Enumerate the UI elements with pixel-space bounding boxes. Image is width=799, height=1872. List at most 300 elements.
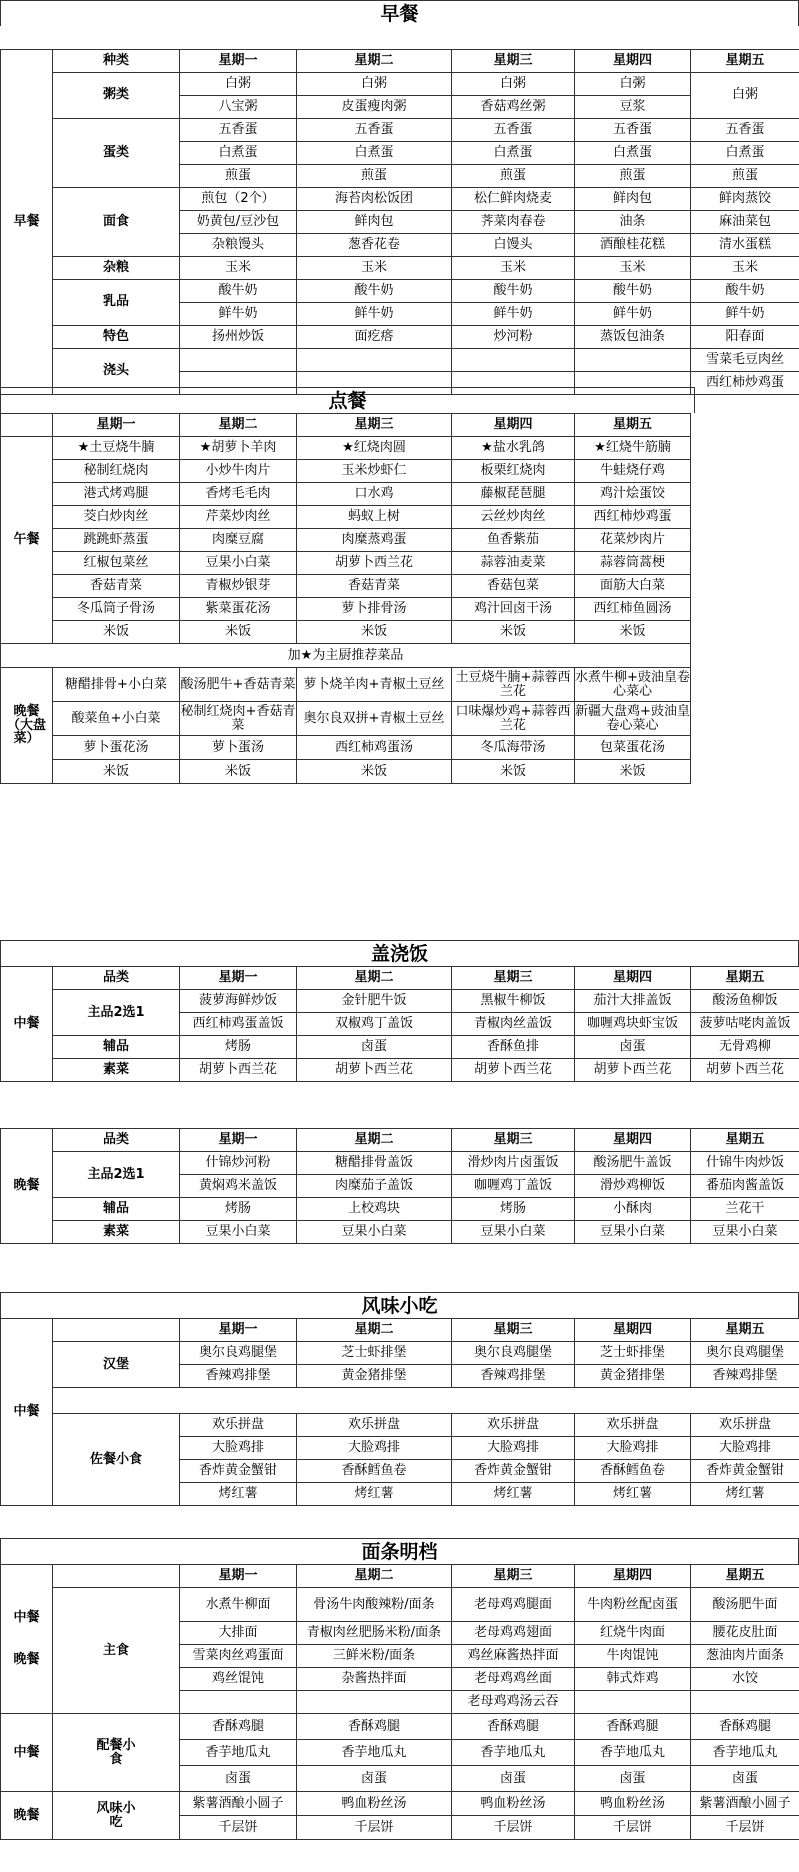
menu-cell: 烤肠 [180, 1036, 297, 1059]
menu-cell: 鲜牛奶 [452, 302, 575, 325]
table-row [1, 575, 691, 598]
menu-cell: 豆浆 [575, 95, 691, 118]
menu-cell: 菠萝咕咾肉盖饭 [691, 1013, 799, 1036]
table-row [1, 437, 691, 460]
table-row [1, 72, 799, 95]
menu-cell: 口味爆炒鸡+蒜蓉西兰花 [452, 702, 575, 736]
blank-cell [53, 1565, 180, 1588]
menu-cell: 卤蛋 [691, 1766, 799, 1792]
menu-cell: 炒河粉 [452, 325, 575, 348]
menu-cell: 牛肉粉丝配卤蛋 [575, 1588, 691, 1622]
menu-cell: 老母鸡鸡翅面 [452, 1622, 575, 1645]
menu-cell: ★土豆烧牛腩 [53, 437, 180, 460]
menu-cell: ★盐水乳鸽 [452, 437, 575, 460]
table-row [1, 460, 691, 483]
menu-cell: 鸭血粉丝汤 [575, 1792, 691, 1816]
menu-cell: 酸牛奶 [575, 279, 691, 302]
menu-cell: 千层饼 [180, 1816, 297, 1840]
menu-cell: 烤红薯 [452, 1483, 575, 1506]
menu-cell: 红椒包菜丝 [53, 552, 180, 575]
category-label: 主品2选1 [53, 1152, 180, 1198]
day-header: 星期三 [452, 967, 575, 990]
menu-cell: 茄汁大排盖饭 [575, 990, 691, 1013]
menu-cell: 口水鸡 [297, 483, 452, 506]
menu-cell: 豆果小白菜 [297, 1221, 452, 1244]
menu-cell: 什锦炒河粉 [180, 1152, 297, 1175]
menu-cell: 烤红薯 [297, 1483, 452, 1506]
menu-cell: 韩式炸鸡 [575, 1668, 691, 1691]
recommend-note: 加★为主厨推荐菜品 [1, 644, 691, 668]
menu-cell: 白煮蛋 [297, 141, 452, 164]
menu-cell: 玉米 [180, 256, 297, 279]
day-header: 星期一 [180, 1319, 297, 1342]
day-header: 星期三 [452, 1129, 575, 1152]
menu-cell: 酸菜鱼+小白菜 [53, 702, 180, 736]
menu-cell: 青椒肉丝肥肠米粉/面条 [297, 1622, 452, 1645]
table-row [1, 1198, 799, 1221]
meal-label-dinner: 晚餐 [13, 1652, 40, 1667]
table-row [1, 1221, 799, 1244]
menu-cell: 大脸鸡排 [180, 1437, 297, 1460]
menu-cell: 小酥肉 [575, 1198, 691, 1221]
menu-cell: 青椒炒银芽 [180, 575, 297, 598]
menu-cell: 奥尔良鸡腿堡 [691, 1342, 799, 1365]
day-header: 星期一 [180, 49, 297, 72]
day-header: 星期二 [297, 1129, 452, 1152]
order-title: 点餐 [0, 387, 695, 413]
menu-cell: 米饭 [180, 621, 297, 644]
menu-cell: 香酥鸡腿 [180, 1714, 297, 1740]
menu-cell: 香酥鳕鱼卷 [575, 1460, 691, 1483]
menu-cell: 酸汤肥牛盖饭 [575, 1152, 691, 1175]
menu-cell: 胡萝卜西兰花 [452, 1059, 575, 1082]
menu-cell: 豆果小白菜 [691, 1221, 799, 1244]
menu-cell: 牛肉馄饨 [575, 1645, 691, 1668]
rice-title: 盖浇饭 [0, 940, 799, 966]
menu-cell: ★胡萝卜羊肉 [180, 437, 297, 460]
table-row [1, 644, 691, 668]
menu-cell: 卤蛋 [575, 1036, 691, 1059]
menu-cell: 肉糜茄子盖饭 [297, 1175, 452, 1198]
menu-table [0, 1128, 799, 1244]
menu-cell: 香炸黄金蟹钳 [180, 1460, 297, 1483]
category-label: 辅品 [53, 1198, 180, 1221]
menu-cell [180, 348, 297, 371]
table-row [1, 1152, 799, 1175]
table-row [1, 325, 799, 348]
menu-cell: 肉糜蒸鸡蛋 [297, 529, 452, 552]
table-row [1, 118, 799, 141]
menu-cell: 蒜蓉油麦菜 [452, 552, 575, 575]
menu-cell: 西红柿鸡蛋盖饭 [180, 1013, 297, 1036]
category-label: 浇头 [53, 348, 180, 394]
menu-cell: 白粥 [452, 72, 575, 95]
menu-cell: 米饭 [297, 621, 452, 644]
snack-title: 风味小吃 [0, 1292, 799, 1318]
menu-cell: 米饭 [53, 760, 180, 784]
menu-table [0, 1564, 799, 1840]
menu-cell: 肉糜豆腐 [180, 529, 297, 552]
menu-cell [691, 1691, 799, 1714]
menu-cell: 米饭 [452, 760, 575, 784]
menu-cell: 紫薯酒酿小圆子 [691, 1792, 799, 1816]
table-row [1, 483, 691, 506]
menu-cell: 冬瓜筒子骨汤 [53, 598, 180, 621]
menu-cell: 水煮牛柳+豉油皇卷心菜心 [575, 668, 691, 702]
menu-cell: 千层饼 [452, 1816, 575, 1840]
menu-cell: 秘制红烧肉+香菇青菜 [180, 702, 297, 736]
menu-cell: 荠菜肉春卷 [452, 210, 575, 233]
meal-label: 晚餐 [1, 1792, 53, 1840]
menu-cell: 卤蛋 [297, 1036, 452, 1059]
menu-cell: 油条 [575, 210, 691, 233]
meal-label [1, 1565, 53, 1714]
menu-cell: 鸡汁回卤干汤 [452, 598, 575, 621]
menu-cell: 鲜肉蒸饺 [691, 187, 799, 210]
menu-cell: 豆果小白菜 [180, 1221, 297, 1244]
menu-cell: 鲜牛奶 [297, 302, 452, 325]
meal-label: 中餐 [1, 1714, 53, 1792]
day-header: 星期二 [297, 49, 452, 72]
breakfast-title: 早餐 [0, 0, 799, 26]
menu-cell: 五香蛋 [297, 118, 452, 141]
menu-cell: 白馒头 [452, 233, 575, 256]
menu-cell: 云丝炒肉丝 [452, 506, 575, 529]
menu-cell: 西红柿鱼圆汤 [575, 598, 691, 621]
spacer [1, 1625, 52, 1653]
menu-cell: 白粥 [691, 72, 799, 118]
menu-cell: 糖醋排骨+小白菜 [53, 668, 180, 702]
menu-cell: 酒酿桂花糕 [575, 233, 691, 256]
table-row [1, 1565, 799, 1588]
table-row [1, 26, 799, 49]
menu-cell: 骨汤牛肉酸辣粉/面条 [297, 1588, 452, 1622]
menu-cell: 香芋地瓜丸 [180, 1740, 297, 1766]
menu-cell: 萝卜烧羊肉+青椒土豆丝 [297, 668, 452, 702]
category-label: 辅品 [53, 1036, 180, 1059]
menu-cell: 茭白炒肉丝 [53, 506, 180, 529]
menu-table [0, 413, 691, 784]
day-header: 星期四 [575, 1319, 691, 1342]
day-header: 星期五 [691, 1319, 799, 1342]
menu-cell: 鲜肉包 [575, 187, 691, 210]
table-row [1, 598, 691, 621]
menu-cell: 清水蛋糕 [691, 233, 799, 256]
category-label: 杂粮 [53, 256, 180, 279]
menu-cell: 扬州炒饭 [180, 325, 297, 348]
day-header: 星期四 [575, 1129, 691, 1152]
menu-cell: 米饭 [452, 621, 575, 644]
menu-cell: 水煮牛柳面 [180, 1588, 297, 1622]
meal-label: 午餐 [1, 437, 53, 644]
menu-cell: 烤红薯 [691, 1483, 799, 1506]
meal-label: 中餐 [1, 1319, 53, 1506]
menu-cell: 蒜蓉筒蒿梗 [575, 552, 691, 575]
menu-cell: 面疙瘩 [297, 325, 452, 348]
menu-cell: 板栗红烧肉 [452, 460, 575, 483]
menu-cell: 酸汤肥牛面 [691, 1588, 799, 1622]
table-row [1, 348, 799, 371]
menu-cell: 欢乐拼盘 [575, 1414, 691, 1437]
menu-cell: 酸牛奶 [452, 279, 575, 302]
menu-cell: 烤肠 [180, 1198, 297, 1221]
category-label: 素菜 [53, 1059, 180, 1082]
menu-cell: 煎蛋 [452, 164, 575, 187]
menu-cell [452, 348, 575, 371]
menu-cell: 白煮蛋 [691, 141, 799, 164]
menu-cell: 大排面 [180, 1622, 297, 1645]
menu-cell: 煎蛋 [575, 164, 691, 187]
menu-cell: 卤蛋 [180, 1766, 297, 1792]
menu-cell: 胡萝卜西兰花 [575, 1059, 691, 1082]
table-row [1, 1714, 799, 1740]
day-header: 星期一 [180, 1129, 297, 1152]
menu-cell: 鸡丝馄饨 [180, 1668, 297, 1691]
day-header: 星期一 [180, 1565, 297, 1588]
menu-cell: 酸牛奶 [691, 279, 799, 302]
menu-cell: 黑椒牛柳饭 [452, 990, 575, 1013]
menu-cell: 八宝粥 [180, 95, 297, 118]
day-header: 星期四 [575, 49, 691, 72]
menu-cell: 黄金猪排堡 [575, 1365, 691, 1388]
menu-cell: 千层饼 [575, 1816, 691, 1840]
menu-cell: 煎蛋 [297, 164, 452, 187]
day-header: 星期五 [691, 49, 799, 72]
menu-cell: 土豆烧牛腩+蒜蓉西兰花 [452, 668, 575, 702]
menu-cell: 玉米炒虾仁 [297, 460, 452, 483]
table-row [1, 1059, 799, 1082]
menu-cell: 香辣鸡排堡 [452, 1365, 575, 1388]
category-label: 粥类 [53, 72, 180, 118]
menu-cell: 千层饼 [297, 1816, 452, 1840]
menu-cell: 香酥鸡腿 [452, 1714, 575, 1740]
day-header: 星期一 [180, 967, 297, 990]
menu-cell: 香芋地瓜丸 [691, 1740, 799, 1766]
menu-cell: 白粥 [297, 72, 452, 95]
menu-cell: 蚂蚁上树 [297, 506, 452, 529]
menu-cell: 秘制红烧肉 [53, 460, 180, 483]
menu-cell: 双椒鸡丁盖饭 [297, 1013, 452, 1036]
blank-cell [53, 1388, 799, 1414]
menu-cell: 香酥鸡腿 [297, 1714, 452, 1740]
table-row [1, 1342, 799, 1365]
table-row [1, 1414, 799, 1437]
day-header: 星期五 [691, 1129, 799, 1152]
table-row [1, 187, 799, 210]
menu-cell: 皮蛋瘦肉粥 [297, 95, 452, 118]
menu-cell: 大脸鸡排 [297, 1437, 452, 1460]
menu-cell: 老母鸡鸡腿面 [452, 1588, 575, 1622]
table-row [1, 760, 691, 784]
menu-cell: 松仁鲜肉烧麦 [452, 187, 575, 210]
menu-cell: 杂酱热拌面 [297, 1668, 452, 1691]
table-row [1, 1319, 799, 1342]
menu-cell: 港式烤鸡腿 [53, 483, 180, 506]
kind-header: 品类 [53, 1129, 180, 1152]
menu-cell: 玉米 [575, 256, 691, 279]
menu-cell: 玉米 [691, 256, 799, 279]
menu-cell: 冬瓜海带汤 [452, 736, 575, 760]
menu-cell: 什锦牛肉炒饭 [691, 1152, 799, 1175]
menu-cell: 鸭血粉丝汤 [297, 1792, 452, 1816]
menu-cell: 阳春面 [691, 325, 799, 348]
table-row [1, 279, 799, 302]
meal-label: 早餐 [1, 49, 53, 394]
menu-cell: 青椒肉丝盖饭 [452, 1013, 575, 1036]
menu-cell: 米饭 [180, 760, 297, 784]
menu-cell: 牛蛙烧仔鸡 [575, 460, 691, 483]
table-row [1, 1036, 799, 1059]
category-label: 特色 [53, 325, 180, 348]
menu-cell: 豆果小白菜 [180, 552, 297, 575]
menu-cell: 紫薯酒酿小圆子 [180, 1792, 297, 1816]
menu-cell: 葱香花卷 [297, 233, 452, 256]
menu-cell: 白煮蛋 [452, 141, 575, 164]
menu-cell: 胡萝卜西兰花 [180, 1059, 297, 1082]
menu-cell: 老母鸡鸡丝面 [452, 1668, 575, 1691]
menu-cell: 鸡汁烩蛋饺 [575, 483, 691, 506]
menu-cell: 香辣鸡排堡 [180, 1365, 297, 1388]
blank-cell [1, 414, 53, 437]
menu-cell: 香辣鸡排堡 [691, 1365, 799, 1388]
menu-cell: 豆果小白菜 [575, 1221, 691, 1244]
menu-cell: 跳跳虾蒸蛋 [53, 529, 180, 552]
menu-cell: 鲜牛奶 [180, 302, 297, 325]
table-row [1, 529, 691, 552]
menu-cell [297, 348, 452, 371]
menu-cell: 五香蛋 [691, 118, 799, 141]
menu-cell: 烤红薯 [575, 1483, 691, 1506]
menu-cell: 葱油肉片面条 [691, 1645, 799, 1668]
menu-cell: 黄金猪排堡 [297, 1365, 452, 1388]
menu-cell: 奥尔良双拼+青椒土豆丝 [297, 702, 452, 736]
day-header: 星期四 [575, 1565, 691, 1588]
menu-cell: 滑炒肉片卤蛋饭 [452, 1152, 575, 1175]
menu-table [0, 26, 799, 395]
category-label: 主品2选1 [53, 990, 180, 1036]
menu-cell: 萝卜排骨汤 [297, 598, 452, 621]
menu-cell: 金针肥牛饭 [297, 990, 452, 1013]
menu-cell: 咖喱鸡块虾宝饭 [575, 1013, 691, 1036]
kind-header: 品类 [53, 967, 180, 990]
category-label: 素菜 [53, 1221, 180, 1244]
menu-cell: 三鲜米粉/面条 [297, 1645, 452, 1668]
menu-cell: 紫菜蛋花汤 [180, 598, 297, 621]
menu-cell: 五香蛋 [180, 118, 297, 141]
menu-cell: 大脸鸡排 [691, 1437, 799, 1460]
menu-cell: 千层饼 [691, 1816, 799, 1840]
day-header: 星期二 [180, 414, 297, 437]
day-header: 星期三 [452, 1565, 575, 1588]
menu-cell: 包菜蛋花汤 [575, 736, 691, 760]
menu-cell: 菠萝海鲜炒饭 [180, 990, 297, 1013]
menu-cell: 海苔肉松饭团 [297, 187, 452, 210]
menu-cell: 鸡丝麻酱热拌面 [452, 1645, 575, 1668]
menu-cell: 香菇青菜 [297, 575, 452, 598]
category-label: 风味小吃 [53, 1792, 180, 1840]
menu-cell: 麻油菜包 [691, 210, 799, 233]
menu-cell: 白粥 [575, 72, 691, 95]
menu-cell: 煎蛋 [691, 164, 799, 187]
menu-cell: 欢乐拼盘 [180, 1414, 297, 1437]
menu-cell: 兰花干 [691, 1198, 799, 1221]
menu-cell: 米饭 [297, 760, 452, 784]
menu-cell: 大脸鸡排 [452, 1437, 575, 1460]
menu-cell: 胡萝卜西兰花 [691, 1059, 799, 1082]
menu-cell: 卤蛋 [575, 1766, 691, 1792]
menu-cell: 豆果小白菜 [452, 1221, 575, 1244]
menu-cell: 老母鸡鸡汤云吞 [452, 1691, 575, 1714]
table-row [1, 1388, 799, 1414]
menu-cell: 香酥鸡腿 [575, 1714, 691, 1740]
menu-cell: 米饭 [575, 621, 691, 644]
day-header: 星期二 [297, 1319, 452, 1342]
menu-cell: 芝士虾排堡 [297, 1342, 452, 1365]
menu-cell: 欢乐拼盘 [452, 1414, 575, 1437]
day-header: 星期一 [53, 414, 180, 437]
day-header: 星期二 [297, 967, 452, 990]
table-row [1, 49, 799, 72]
blank-cell [53, 1319, 180, 1342]
day-header: 星期三 [452, 49, 575, 72]
menu-cell: 欢乐拼盘 [297, 1414, 452, 1437]
category-label: 蛋类 [53, 118, 180, 187]
menu-cell: 香芋地瓜丸 [575, 1740, 691, 1766]
menu-cell: 烤肠 [452, 1198, 575, 1221]
meal-label: 晚餐（大盘菜） [1, 668, 53, 784]
menu-cell: 萝卜蛋汤 [180, 736, 297, 760]
day-header: 星期五 [691, 1565, 799, 1588]
menu-cell: 奥尔良鸡腿堡 [180, 1342, 297, 1365]
menu-cell: 香酥鸡腿 [691, 1714, 799, 1740]
table-row [1, 1129, 799, 1152]
menu-cell [180, 1691, 297, 1714]
menu-cell: ★红烧肉圆 [297, 437, 452, 460]
menu-cell: 五香蛋 [575, 118, 691, 141]
category-label: 面食 [53, 187, 180, 256]
menu-cell: 鲜牛奶 [691, 302, 799, 325]
menu-cell: 大脸鸡排 [575, 1437, 691, 1460]
menu-cell [575, 1691, 691, 1714]
table-row [1, 1588, 799, 1622]
noodle-title: 面条明档 [0, 1538, 799, 1564]
menu-cell: 黄焖鸡米盖饭 [180, 1175, 297, 1198]
menu-cell: 玉米 [297, 256, 452, 279]
menu-table [0, 1318, 799, 1506]
menu-cell: 腰花皮肚面 [691, 1622, 799, 1645]
menu-cell: 香酥鳕鱼卷 [297, 1460, 452, 1483]
menu-cell: 香芋地瓜丸 [297, 1740, 452, 1766]
menu-cell: 西红柿炒鸡蛋 [575, 506, 691, 529]
meal-label: 晚餐 [1, 1129, 53, 1244]
menu-cell: 滑炒鸡柳饭 [575, 1175, 691, 1198]
menu-cell: 面筋大白菜 [575, 575, 691, 598]
menu-cell: 鲜牛奶 [575, 302, 691, 325]
menu-cell: 香酥鱼排 [452, 1036, 575, 1059]
menu-cell: 香菇鸡丝粥 [452, 95, 575, 118]
menu-cell: 米饭 [575, 760, 691, 784]
meal-label-lunch: 中餐 [13, 1610, 40, 1626]
menu-cell: ★红烧牛筋腩 [575, 437, 691, 460]
menu-cell: 西红柿鸡蛋汤 [297, 736, 452, 760]
category-label: 佐餐小食 [53, 1414, 180, 1506]
menu-cell: 煎包（2个） [180, 187, 297, 210]
category-label: 主食 [53, 1588, 180, 1714]
day-header: 星期五 [575, 414, 691, 437]
menu-cell: 卤蛋 [297, 1766, 452, 1792]
table-row [1, 414, 691, 437]
menu-cell: 酸汤鱼柳饭 [691, 990, 799, 1013]
